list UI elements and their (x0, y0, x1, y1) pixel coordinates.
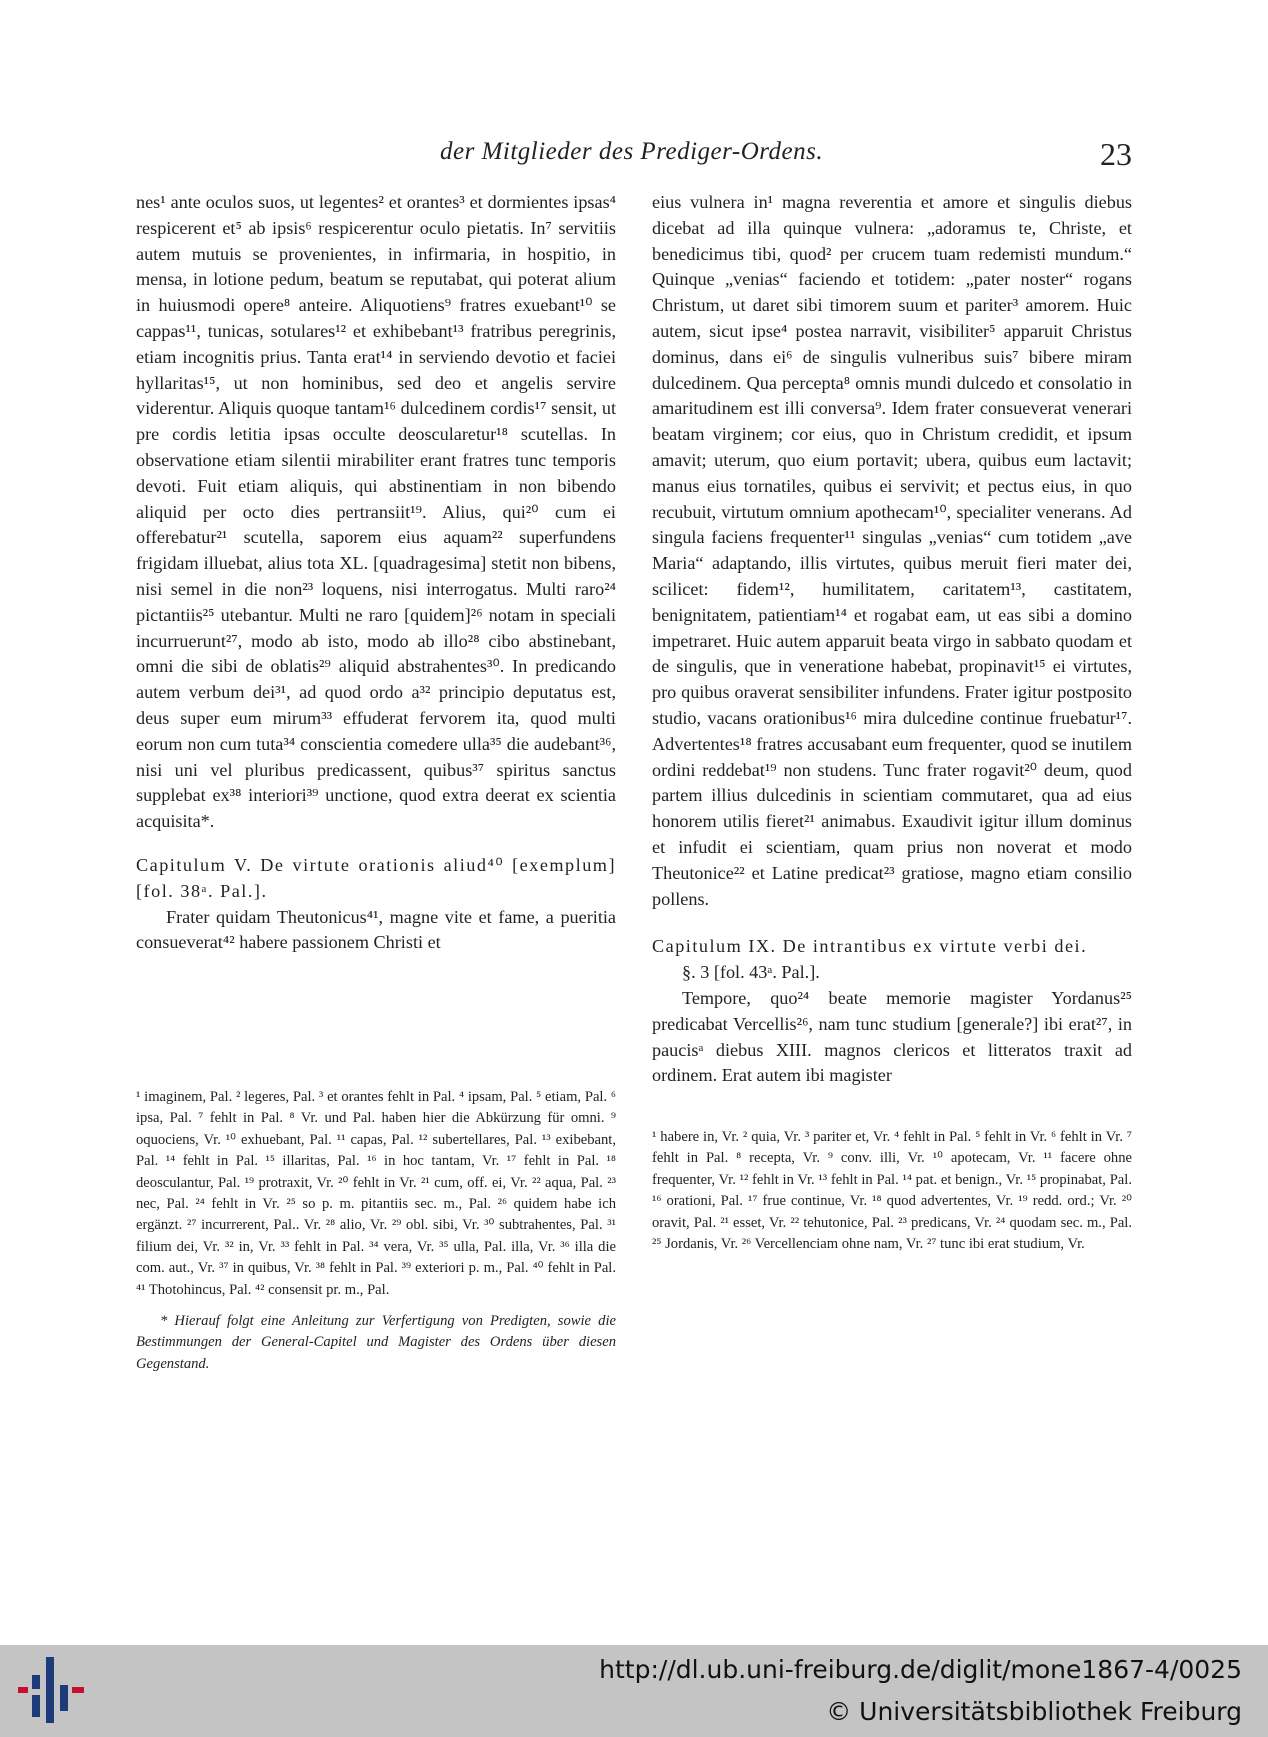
chapter-caption: Capitulum V. De virtute orationis aliud⁴⁰ [exemplum] [fol. 38ᵃ. Pal.]. (136, 854, 616, 901)
copyright-notice: © Universitätsbibliothek Freiburg (826, 1697, 1242, 1726)
page-number: 23 (1100, 136, 1132, 172)
ub-freiburg-logo-icon (16, 1655, 86, 1725)
right-paragraph: eius vulnera in¹ magna reverentia et amore et singulis diebus dicebat ad illa quinque vulnera: „adoramus te, Christe, et benedicimus tibi, quod² per crucem tuam redemisti mundum.“ Quinque „venias“ faciendo et totidem: „pater noster“ rogans Christum, ut daret sibi timorem suum et pariter³ amorem. Huic autem, sicut ipse⁴ postea narravit, visibiliter⁵ apparuit Christus dominus, dans ei⁶ de singulis vulneribus suis⁷ bibere miram dulcedinem. Qua percepta⁸ omnis mundi dulcedo et consolatio in amaritudinem est illi conversa⁹. Idem frater consueverat venerari beatam virginem; cor eius, quo in Christum credidit, et ipsum amavit; uterum, quo eium portavit; ubera, quibus eum lactavit; manus eius tornatiles, quibus ei servivit; et pectus eius, in quo recubuit, virtutum omnium apothecam¹⁰, specialiter venerans. Ad singula faciens frequenter¹¹ singulas „venias“ cum totidem „ave Maria“ adaptando, illis virtutes, quibus meruit fieri mater dei, scilicet: fidem¹², humilitatem, caritatem¹³, castitatem, benignitatem, patientiam¹⁴ et rogabat eam, ut eas sibi a domino impetraret. Huic autem apparuit beata virgo in sabbato quodam et de singulis, que in veneratione habebat, propinavit¹⁵ ei virtutes, pro quibus oraverat sensibiliter infundens. Frater igitur postposito studio, vacans orationibus¹⁶ mira dulcedine continue fruebatur¹⁷. Advertentes¹⁸ fratres accusabant eum frequenter, quod se inutilem ordini reddebat¹⁹ non studens. Tunc frater rogavit²⁰ deum, quod partem illius dulcedinis in scientiam commutaret, qua ad eius honorem utilis fieret²¹ animabus. Exaudivit igitur illum dominus et infudit ei scientiam, quam prius non noverat et modo Theutonice²² et Latine predicat²³ gratiose, magno etiam consilio pollens. (652, 192, 1132, 909)
footnote-list: ¹ habere in, Vr. ² quia, Vr. ³ pariter et, Vr. ⁴ fehlt in Pal. ⁵ fehlt in Vr. ⁶ fehlt in Vr. ⁷ fehlt in Pal. ⁸ recepta, Vr. ⁹ conv. illi, Vr. ¹⁰ apotecam, Vr. ¹¹ facere ohne frequenter, Vr. ¹² fehlt in Vr. ¹³ fehlt in Pal. ¹⁴ pat. et benign., Vr. ¹⁵ propinabat, Pal. ¹⁶ orationi, Pal. ¹⁷ frue continue, Vr. ¹⁸ quod advertentes, Vr. ¹⁹ redd. ord.; Vr. ²⁰ oravit, Pal. ²¹ esset, Vr. ²² tehutonice, Pal. ²³ predicans, Vr. ²⁴ quodam sec. m., Pal. ²⁵ Jordanis, Vr. ²⁶ Vercellenciam ohne nam, Vr. ²⁷ tunc ibi erat studium, Vr. (652, 1129, 1132, 1253)
right-final-paragraph: Tempore, quo²⁴ beate memorie magister Yordanus²⁵ predicabat Vercellis²⁶, nam tunc studium [generale?] ibi erat²⁷, in paucisᵃ diebus XIII. magnos clericos et litteratos traxit ad ordinem. Erat autem ibi magister (652, 987, 1132, 1086)
section-heading: §. 3 [fol. 43ᵃ. Pal.]. (682, 962, 820, 983)
footnote-list: ¹ imaginem, Pal. ² legeres, Pal. ³ et orantes fehlt in Pal. ⁴ ipsam, Pal. ⁵ etiam, Pal. ⁶ ipsa, Pal. ⁷ fehlt in Pal. ⁸ Vr. und Pal. haben hier die Abkürzung für omni. ⁹ oquociens, Vr. ¹⁰ exhuebant, Pal. ¹¹ capas, Pal. ¹² subertellares, Pal. ¹³ exibebant, Pal. ¹⁴ fehlt in Pal. ¹⁵ illaritas, Pal. ¹⁶ in hoc tantam, Vr. ¹⁷ fehlt in Pal. ¹⁸ deosculantur, Pal. ¹⁹ protraxit, Vr. ²⁰ fehlt in Vr. ²¹ cum, off. ei, Vr. ²² aqua, Pal. ²³ nec, Pal. ²⁴ fehlt in Vr. ²⁵ so p. m. pitantiis sec. m., Pal. ²⁶ quidem habe ich ergänzt. ²⁷ incurrerent, Pal.. Vr. ²⁸ alio, Vr. ²⁹ obl. sibi, Vr. ³⁰ subtrahentes, Pal. ³¹ filium dei, Vr. ³² in, Vr. ³³ fehlt in Pal. ³⁴ vera, Vr. ³⁵ ulla, Pal. illa, Vr. ³⁶ illa die com. aut., Vr. ³⁷ in quibus, Vr. ³⁸ fehlt in Pal. ³⁹ exteriori p. m., Pal. ⁴⁰ fehlt in Pal. ⁴¹ Thotohincus, Pal. ⁴² consensit pr. m., Pal. (136, 1089, 616, 1298)
page-header (440, 138, 1132, 172)
running-title: der Mitglieder des Prediger-Ordens. (440, 138, 824, 165)
left-paragraph: nes¹ ante oculos suos, ut legentes² et orantes³ et dormientes ipsas⁴ respicerent et⁵ ab ipsis⁶ respicerentur oculo pietatis. In⁷ servitiis autem mutuis se provenientes, in infirmaria, in hospitio, in mensa, in lotione pedum, beatum se reputabat, qui poterat alium in huiusmodi opere⁸ anteire. Aliquotiens⁹ fratres exuebant¹⁰ se cappas¹¹, tunicas, sotulares¹² et exhibebant¹³ fratribus peregrinis, etiam incognitis prius. Tanta erat¹⁴ in serviendo devotio et faciei hyllaritas¹⁵, ut non hominibus, sed deo et angelis servire viderentur. Aliquis quoque tantam¹⁶ dulcedinem cordis¹⁷ sensit, ut pre cordis letitia ipsas occulte deoscularetur¹⁸ scutellas. In observatione etiam silentii mirabiliter erant fratres tunc temporis devoti. Fuit etiam aliquis, qui abstinentiam in non bibendo aliquid per octo dies pertransiit¹⁹. Alius, qui²⁰ cum ei offerebatur²¹ scutella, saporem eius aquam²² superfundens frigidam illuebat, alius tota XL. [quadragesima] stetit non bibens, nisi semel in die non²³ loquens, nisi interrogatus. Multi raro²⁴ pictantiis²⁵ utebantur. Multi ne raro [quidem]²⁶ notam in speciali incurruerunt²⁷, modo ab isto, modo ab illo²⁸ cibo abstinebant, omni die sibi de oblatis²⁹ aliquid abstrahentes³⁰. In predicando autem verbum dei³¹, ad quod ordo a³² principio deputatus est, deus super eum mirum³³ effuderat fervorem ita, quod multi eorum non cum tuta³⁴ conscientia comedere ulla³⁵ die audebant³⁶, nisi uni vel pluribus predicassent, quibus³⁷ spiritus sanctus supplebat ex³⁸ interiori³⁹ unctione, quod extra deerat ex scientia acquisita*. (136, 192, 616, 832)
footnotes-right (652, 1127, 1132, 1255)
right-column (652, 190, 1132, 1089)
chapter-caption: Capitulum IX. De intrantibus ex virtute verbi dei. (652, 936, 1088, 957)
footnotes-left (136, 1087, 616, 1375)
left-final-paragraph: Frater quidam Theutonicus⁴¹, magne vite et fame, a pueritia consueverat⁴² habere passionem Christi et (136, 906, 616, 953)
footer-bar (0, 1645, 1268, 1737)
document-url-link[interactable]: http://dl.ub.uni-freiburg.de/diglit/mone1867-4/0025 (599, 1655, 1242, 1684)
footnote-asterisk-note: * Hierauf folgt eine Anleitung zur Verfertigung von Predigten, sowie die Bestimmungen der General-Capitel und Magister des Ordens über diesen Gegenstand. (136, 1313, 616, 1372)
left-column (136, 190, 616, 956)
